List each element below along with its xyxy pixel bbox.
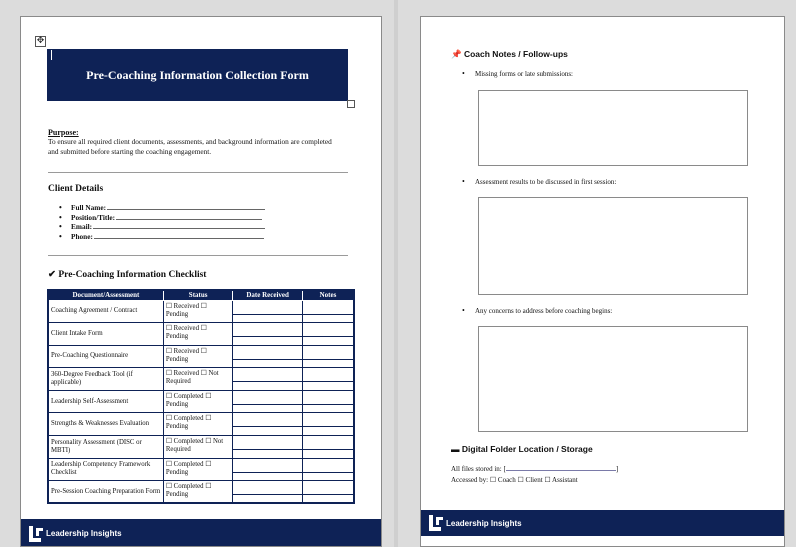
files-stored-line: All files stored in: [ ]	[451, 465, 619, 473]
page-footer	[421, 510, 784, 536]
document-page-1	[20, 16, 382, 547]
document-page-2	[420, 16, 785, 547]
status-cell[interactable]: ☐ Received ☐ Pending	[163, 323, 233, 346]
text-cursor	[51, 50, 52, 60]
column-header-document: Document/Assessment	[48, 290, 163, 300]
table-header-row	[48, 290, 354, 300]
client-field-email[interactable]: • Email:	[59, 222, 265, 232]
table-row	[48, 481, 354, 504]
purpose-text: To ensure all required client documents, assessments, and background information are completed and submitted before starting the coaching engagement.	[48, 137, 332, 156]
notes-box-concerns[interactable]	[478, 326, 748, 432]
doc-cell: Leadership Competency Framework Checklist	[48, 458, 163, 481]
notes-item-missing-forms: • Missing forms or late submissions:	[462, 70, 573, 78]
footer-brand: Leadership Insights	[46, 529, 122, 538]
client-field-phone[interactable]: • Phone:	[59, 232, 265, 242]
notes-cell[interactable]	[302, 345, 354, 368]
page-gap	[394, 0, 398, 547]
table-row	[48, 436, 354, 459]
doc-cell: Pre-Session Coaching Preparation Form	[48, 481, 163, 504]
column-header-notes: Notes	[302, 290, 354, 300]
notes-cell[interactable]	[302, 323, 354, 346]
purpose-label: Purpose:	[48, 128, 79, 137]
divider	[48, 172, 348, 173]
date-cell[interactable]	[233, 436, 302, 459]
notes-cell[interactable]	[302, 368, 354, 391]
date-cell[interactable]	[233, 345, 302, 368]
doc-cell: 360-Degree Feedback Tool (if applicable)	[48, 368, 163, 391]
status-cell[interactable]: ☐ Received ☐ Pending	[163, 345, 233, 368]
notes-box-assessment-results[interactable]	[478, 197, 748, 295]
client-field-full-name[interactable]: • Full Name:	[59, 203, 265, 213]
table-row	[48, 413, 354, 436]
checklist-table	[47, 289, 355, 504]
doc-cell: Client Intake Form	[48, 323, 163, 346]
form-title: Pre-Coaching Information Collection Form	[86, 67, 309, 82]
table-row	[48, 390, 354, 413]
notes-box-missing-forms[interactable]	[478, 90, 748, 166]
folder-icon: ▬	[451, 444, 460, 454]
doc-cell: Strengths & Weaknesses Evaluation	[48, 413, 163, 436]
accessed-by-line[interactable]: Accessed by: ☐ Coach ☐ Client ☐ Assistant	[451, 476, 578, 484]
status-cell[interactable]: ☐ Completed ☐ Pending	[163, 481, 233, 504]
date-cell[interactable]	[233, 323, 302, 346]
doc-cell: Leadership Self-Assessment	[48, 390, 163, 413]
doc-cell: Pre-Coaching Questionnaire	[48, 345, 163, 368]
date-cell[interactable]	[233, 300, 302, 323]
notes-cell[interactable]	[302, 390, 354, 413]
date-cell[interactable]	[233, 368, 302, 391]
client-details-list	[59, 203, 265, 242]
check-mark-icon: ✔	[48, 270, 56, 280]
status-cell[interactable]: ☐ Received ☐ Pending	[163, 300, 233, 323]
table-resize-handle[interactable]	[347, 100, 355, 108]
storage-heading: ▬ Digital Folder Location / Storage	[451, 444, 593, 454]
status-cell[interactable]: ☐ Completed ☐ Pending	[163, 413, 233, 436]
client-field-position[interactable]: • Position/Title:	[59, 213, 265, 223]
notes-cell[interactable]	[302, 436, 354, 459]
date-cell[interactable]	[233, 481, 302, 504]
client-details-heading: Client Details	[48, 184, 104, 194]
notes-item-assessment-results: • Assessment results to be discussed in first session:	[462, 178, 616, 186]
page-footer	[21, 519, 381, 547]
column-header-date-received: Date Received	[233, 290, 302, 300]
table-row	[48, 458, 354, 481]
date-cell[interactable]	[233, 390, 302, 413]
status-cell[interactable]: ☐ Completed ☐ Pending	[163, 458, 233, 481]
table-row	[48, 345, 354, 368]
notes-cell[interactable]	[302, 481, 354, 504]
leadership-insights-logo-icon	[429, 515, 443, 531]
doc-cell: Personality Assessment (DISC or MBTI)	[48, 436, 163, 459]
date-cell[interactable]	[233, 413, 302, 436]
footer-brand: Leadership Insights	[446, 518, 522, 528]
notes-cell[interactable]	[302, 300, 354, 323]
table-row	[48, 323, 354, 346]
notes-cell[interactable]	[302, 458, 354, 481]
leadership-insights-logo-icon	[29, 526, 43, 542]
divider	[48, 255, 348, 256]
coach-notes-heading: 📌 Coach Notes / Follow-ups	[451, 49, 568, 59]
table-row	[48, 368, 354, 391]
status-cell[interactable]: ☐ Completed ☐ Pending	[163, 390, 233, 413]
doc-cell: Coaching Agreement / Contract	[48, 300, 163, 323]
form-title-banner[interactable]	[47, 49, 348, 101]
checklist-heading: ✔ Pre-Coaching Information Checklist	[48, 270, 207, 280]
notes-item-concerns: • Any concerns to address before coaching begins:	[462, 307, 612, 315]
notes-cell[interactable]	[302, 413, 354, 436]
table-move-handle-icon[interactable]: ✥	[36, 36, 45, 46]
status-cell[interactable]: ☐ Completed ☐ Not Required	[163, 436, 233, 459]
storage-location-field[interactable]	[506, 464, 616, 471]
date-cell[interactable]	[233, 458, 302, 481]
status-cell[interactable]: ☐ Received ☐ Not Required	[163, 368, 233, 391]
table-row	[48, 300, 354, 323]
pushpin-icon: 📌	[451, 49, 462, 59]
column-header-status: Status	[163, 290, 233, 300]
